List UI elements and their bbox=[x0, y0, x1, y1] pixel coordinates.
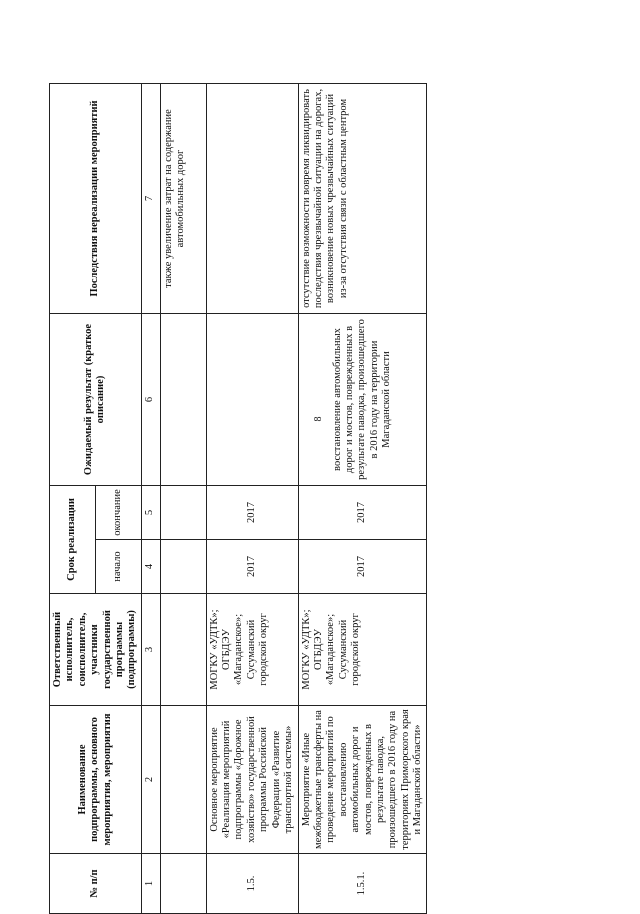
column-number-row bbox=[141, 84, 160, 914]
cell-name: Основное мероприятие «Реализация мероприятий подпрограммы «Дорожное хозяйство» государственной программы Российской Федерации «Развитие транспортной системы» bbox=[206, 706, 298, 854]
cell-start bbox=[160, 540, 206, 594]
column-number: 6 bbox=[141, 314, 160, 486]
cell-result bbox=[160, 314, 206, 486]
cell-consequences: отсутствие возможности вовремя ликвидировать последствия чрезвычайной ситуации на дорогах, возникновение новых чрезвычайных ситуаций из-за отсутствия связи с областным центром bbox=[298, 84, 427, 314]
header-result: Ожидаемый результат (краткое описание) bbox=[50, 314, 142, 486]
cell-end bbox=[160, 486, 206, 540]
table-row bbox=[206, 84, 298, 914]
table-row bbox=[298, 84, 427, 914]
cell-executor bbox=[160, 594, 206, 706]
cell-result: восстановление автомобильных дорог и мостов, поврежденных в результате паводка, произошедшего в 2016 году на территории Магаданской области bbox=[298, 314, 427, 486]
cell-end: 2017 bbox=[206, 486, 298, 540]
column-number: 2 bbox=[141, 706, 160, 854]
cell-num: 1.5.1. bbox=[298, 854, 427, 914]
cell-executor: МОГКУ «УДТК»; ОГБДЭУ «Магаданское»; Сусуманский городской округ bbox=[298, 594, 427, 706]
header-num: № п/п bbox=[50, 854, 142, 914]
page-number: 8 bbox=[313, 416, 324, 422]
cell-start: 2017 bbox=[206, 540, 298, 594]
table-row-continuation bbox=[160, 84, 206, 914]
cell-start: 2017 bbox=[298, 540, 427, 594]
cell-consequences: также увеличение затрат на содержание автомобильных дорог bbox=[160, 84, 206, 314]
cell-executor: МОГКУ «УДТК»; ОГБДЭУ «Магаданское»; Сусуманский городской округ bbox=[206, 594, 298, 706]
cell-result bbox=[206, 314, 298, 486]
program-measures-table bbox=[49, 83, 427, 914]
cell-end: 2017 bbox=[298, 486, 427, 540]
column-number: 4 bbox=[141, 540, 160, 594]
header-name: Наименование подпрограммы, основного мероприятия, мероприятия bbox=[50, 706, 142, 854]
header-start: начало bbox=[95, 540, 141, 594]
header-executor: Ответственный исполнитель, соисполнитель, участники государственной программы (подпрограммы) bbox=[50, 594, 142, 706]
column-number: 5 bbox=[141, 486, 160, 540]
header-consequences: Последствия нереализации мероприятий bbox=[50, 84, 142, 314]
header-period: Срок реализации bbox=[50, 486, 96, 594]
cell-num: 1.5. bbox=[206, 854, 298, 914]
header-row bbox=[50, 84, 96, 914]
column-number: 1 bbox=[141, 854, 160, 914]
column-number: 7 bbox=[141, 84, 160, 314]
cell-consequences bbox=[206, 84, 298, 314]
rotated-table-container bbox=[49, 84, 423, 914]
cell-name: Мероприятие «Иные межбюджетные трансферты на проведение мероприятий по восстановлению автомобильных дорог и мостов, поврежденных в результате паводка, произошедшего в 2016 году на территориях Приморского края и Магаданской области» bbox=[298, 706, 427, 854]
header-end: окончание bbox=[95, 486, 141, 540]
cell-name bbox=[160, 706, 206, 854]
column-number: 3 bbox=[141, 594, 160, 706]
